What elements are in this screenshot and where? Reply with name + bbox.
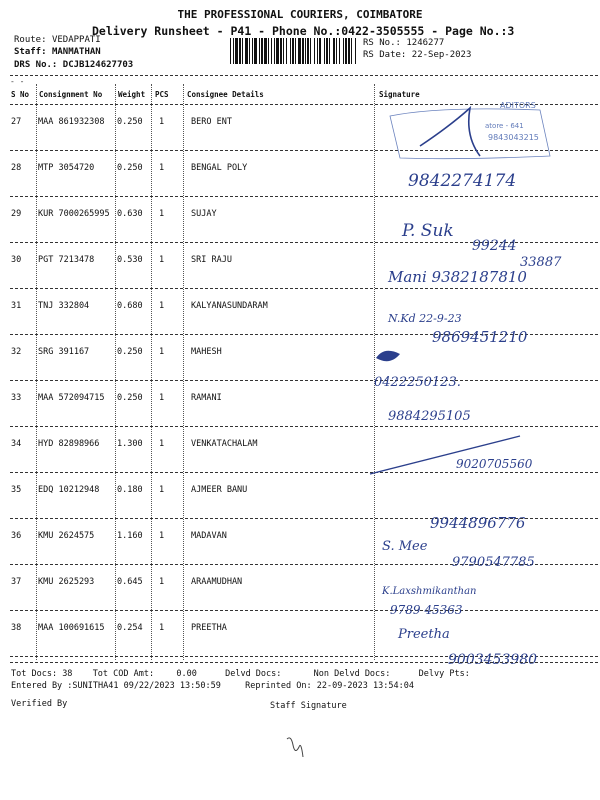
cell-weight: 0.250 <box>117 393 143 403</box>
handwritten-text: 9869451210 <box>432 328 528 346</box>
barcode-bar <box>314 38 315 64</box>
handwritten-text: S. Mee <box>382 539 428 554</box>
cell-weight: 0.630 <box>117 209 143 219</box>
cell-consignee: BERO ENT <box>191 117 232 127</box>
col-header-sno: S No <box>11 90 30 99</box>
dash-marks: - - <box>10 77 25 86</box>
barcode-bar <box>348 38 350 64</box>
barcode-bar <box>254 38 257 64</box>
handwritten-text: 33887 <box>520 255 562 270</box>
col-header-consignee: Consignee Details <box>187 90 264 99</box>
footer-audit <box>11 681 414 691</box>
barcode-bar <box>326 38 328 64</box>
staff-signature-mark <box>283 733 309 763</box>
cell-pcs: 1 <box>159 439 165 449</box>
signature-area <box>360 96 600 668</box>
handwritten-text: K.Laxshmikanthan <box>382 586 477 597</box>
handwritten-text: N.Kd 22-9-23 <box>388 312 462 325</box>
staff-value: MANMATHAN <box>51 47 101 57</box>
barcode-bar <box>305 38 306 64</box>
handwritten-text: 9884295105 <box>388 409 471 424</box>
barcode-bar <box>329 38 330 64</box>
cell-consignment: KMU 2624575 <box>38 531 95 541</box>
barcode-bar <box>302 38 304 64</box>
cell-sno: 28 <box>11 163 22 173</box>
barcode-image <box>230 38 358 64</box>
cell-consignment: HYD 82898966 <box>38 439 100 449</box>
cell-consignment: PGT 7213478 <box>38 255 95 265</box>
barcode-bar <box>283 38 284 64</box>
cell-consignment: MAA 100691615 <box>38 623 105 633</box>
column-rule <box>36 84 37 660</box>
barcode-bar <box>239 38 241 64</box>
barcode-bar <box>264 38 267 64</box>
cell-weight: 0.680 <box>117 301 143 311</box>
barcode-bar <box>355 38 356 64</box>
cell-weight: 1.160 <box>117 531 143 541</box>
delvd-docs-label: Delvd Docs: <box>225 669 282 679</box>
handwritten-text: 9020705560 <box>456 457 533 471</box>
stamp-text: 9843043215 <box>488 133 539 142</box>
cell-consignee: AJMEER BANU <box>191 485 248 495</box>
cell-pcs: 1 <box>159 209 165 219</box>
cell-sno: 37 <box>11 577 22 587</box>
barcode-bar <box>295 38 296 64</box>
tot-cod-value: 0.00 <box>176 669 197 679</box>
tot-docs-value: 38 <box>62 669 73 679</box>
handwritten-text: 9789 45363 <box>390 603 463 617</box>
cell-pcs: 1 <box>159 623 165 633</box>
col-header-signature: Signature <box>379 90 420 99</box>
tot-cod-label: Tot COD Amt: <box>92 669 155 679</box>
barcode-bar <box>324 38 325 64</box>
column-rule <box>183 84 184 660</box>
handwritten-text: 0422250123. <box>374 375 461 390</box>
stamp-text: ADITORS <box>500 101 536 110</box>
document-title: THE PROFESSIONAL COURIERS, COIMBATORE <box>177 8 423 21</box>
cell-consignee: KALYANASUNDARAM <box>191 301 268 311</box>
barcode-bar <box>307 38 309 64</box>
barcode-bar <box>292 38 294 64</box>
cell-sno: 33 <box>11 393 22 403</box>
cell-weight: 1.300 <box>117 439 143 449</box>
barcode-bar <box>345 38 347 64</box>
verified-by-label: Verified By <box>11 699 68 709</box>
cell-consignee: ARAAMUDHAN <box>191 577 243 587</box>
signature-stroke <box>376 351 400 361</box>
staff-signature-label: Staff Signature <box>270 701 347 711</box>
cell-consignment: TNJ 332804 <box>38 301 90 311</box>
barcode-bar <box>351 38 352 64</box>
barcode-bar <box>276 38 279 64</box>
cell-pcs: 1 <box>159 393 165 403</box>
cell-consignment: KUR 7000265995 <box>38 209 110 219</box>
cell-pcs: 1 <box>159 577 165 587</box>
rs-no-field <box>363 38 444 48</box>
barcode-bar <box>249 38 250 64</box>
cell-consignee: PREETHA <box>191 623 227 633</box>
route-value: VEDAPPATI <box>51 35 101 45</box>
cell-sno: 30 <box>11 255 22 265</box>
cell-sno: 32 <box>11 347 22 357</box>
cell-consignment: SRG 391167 <box>38 347 90 357</box>
rs-no-label: RS No.: <box>363 38 401 48</box>
route-label: Route: <box>14 35 47 45</box>
cell-consignee: BENGAL POLY <box>191 163 248 173</box>
footer-totals <box>11 669 470 679</box>
barcode-bar <box>252 38 253 64</box>
cell-consignee: RAMANI <box>191 393 222 403</box>
cell-sno: 36 <box>11 531 22 541</box>
staff-field <box>14 47 101 57</box>
cell-sno: 38 <box>11 623 22 633</box>
cell-consignment: EDQ 10212948 <box>38 485 100 495</box>
drs-value: DCJB124627703 <box>62 60 134 70</box>
barcode-bar <box>286 38 287 64</box>
cell-weight: 0.250 <box>117 347 143 357</box>
barcode-bar <box>319 38 321 64</box>
barcode-bar <box>339 38 340 64</box>
staff-label: Staff: <box>14 47 47 57</box>
route-field <box>14 35 101 45</box>
cell-consignee: SUJAY <box>191 209 217 219</box>
stamp-text: atore - 641 <box>485 122 524 130</box>
cell-pcs: 1 <box>159 163 165 173</box>
cell-pcs: 1 <box>159 485 165 495</box>
cell-consignment: MAA 572094715 <box>38 393 105 403</box>
cell-consignee: VENKATACHALAM <box>191 439 258 449</box>
handwritten-text: 9944896776 <box>430 514 526 532</box>
drs-label: DRS No.: <box>14 60 58 70</box>
cell-sno: 35 <box>11 485 22 495</box>
barcode-bar <box>271 38 272 64</box>
barcode-bar <box>233 38 234 64</box>
rs-date-value: 22-Sep-2023 <box>411 50 472 60</box>
cell-sno: 29 <box>11 209 22 219</box>
barcode-bar <box>242 38 243 64</box>
handwritten-text: 9842274174 <box>408 171 517 191</box>
cell-consignee: SRI RAJU <box>191 255 232 265</box>
cell-weight: 0.254 <box>117 623 143 633</box>
barcode-bar <box>230 38 231 64</box>
barcode-bar <box>298 38 301 64</box>
divider <box>10 75 598 76</box>
handwritten-text: Preetha <box>398 627 450 642</box>
cell-consignee: MADAVAN <box>191 531 227 541</box>
signature-stroke <box>420 108 480 156</box>
cell-consignee: MAHESH <box>191 347 222 357</box>
barcode-bar <box>245 38 248 64</box>
barcode-bar <box>261 38 263 64</box>
cell-weight: 0.645 <box>117 577 143 587</box>
handwritten-text: P. Suk <box>402 221 454 241</box>
handwritten-text: 9790547785 <box>452 555 535 570</box>
barcode-bar <box>280 38 282 64</box>
cell-weight: 0.250 <box>117 163 143 173</box>
cell-sno: 27 <box>11 117 22 127</box>
barcode-bar <box>310 38 311 64</box>
rs-date-label: RS Date: <box>363 50 407 60</box>
rs-no-value: 1246277 <box>406 38 445 48</box>
barcode-bar <box>336 38 337 64</box>
reprinted-on: Reprinted On: 22-09-2023 13:54:04 <box>245 681 414 691</box>
cell-sno: 31 <box>11 301 22 311</box>
document-subtitle: Delivery Runsheet - P41 - Phone No.:0422-3505555 - Page No.:3 <box>92 24 515 38</box>
tot-docs-label: Tot Docs: <box>11 669 58 679</box>
barcode-bar <box>268 38 269 64</box>
cell-consignment: MAA 861932308 <box>38 117 105 127</box>
delvy-pts-label: Delvy Pts: <box>418 669 470 679</box>
cell-pcs: 1 <box>159 347 165 357</box>
barcode-bar <box>290 38 291 64</box>
cell-consignment: MTP 3054720 <box>38 163 95 173</box>
entered-by: Entered By :SUNITHA41 09/22/2023 13:50:59 <box>11 681 221 691</box>
col-header-weight: Weight <box>118 90 146 99</box>
barcode-bar <box>317 38 318 64</box>
barcode-bar <box>333 38 335 64</box>
barcode-bar <box>343 38 344 64</box>
handwritten-text: 99244 <box>472 238 517 254</box>
drs-field <box>14 60 133 70</box>
cell-weight: 0.250 <box>117 117 143 127</box>
cell-consignment: KMU 2625293 <box>38 577 95 587</box>
barcode-bar <box>259 38 260 64</box>
cell-pcs: 1 <box>159 255 165 265</box>
cell-weight: 0.530 <box>117 255 143 265</box>
non-delvd-label: Non Delvd Docs: <box>313 669 391 679</box>
barcode-bar <box>274 38 275 64</box>
cell-weight: 0.180 <box>117 485 143 495</box>
cell-pcs: 1 <box>159 117 165 127</box>
barcode-bar <box>235 38 238 64</box>
handwritten-text: Mani 9382187810 <box>388 268 527 286</box>
col-header-pcs: PCS <box>155 90 169 99</box>
column-rule <box>115 84 116 660</box>
cell-pcs: 1 <box>159 531 165 541</box>
column-rule <box>151 84 152 660</box>
col-header-consignment: Consignment No <box>39 90 103 99</box>
rs-date-field <box>363 50 471 60</box>
divider <box>10 662 598 663</box>
handwritten-text: 9003453980 <box>448 652 538 668</box>
cell-pcs: 1 <box>159 301 165 311</box>
cell-sno: 34 <box>11 439 22 449</box>
